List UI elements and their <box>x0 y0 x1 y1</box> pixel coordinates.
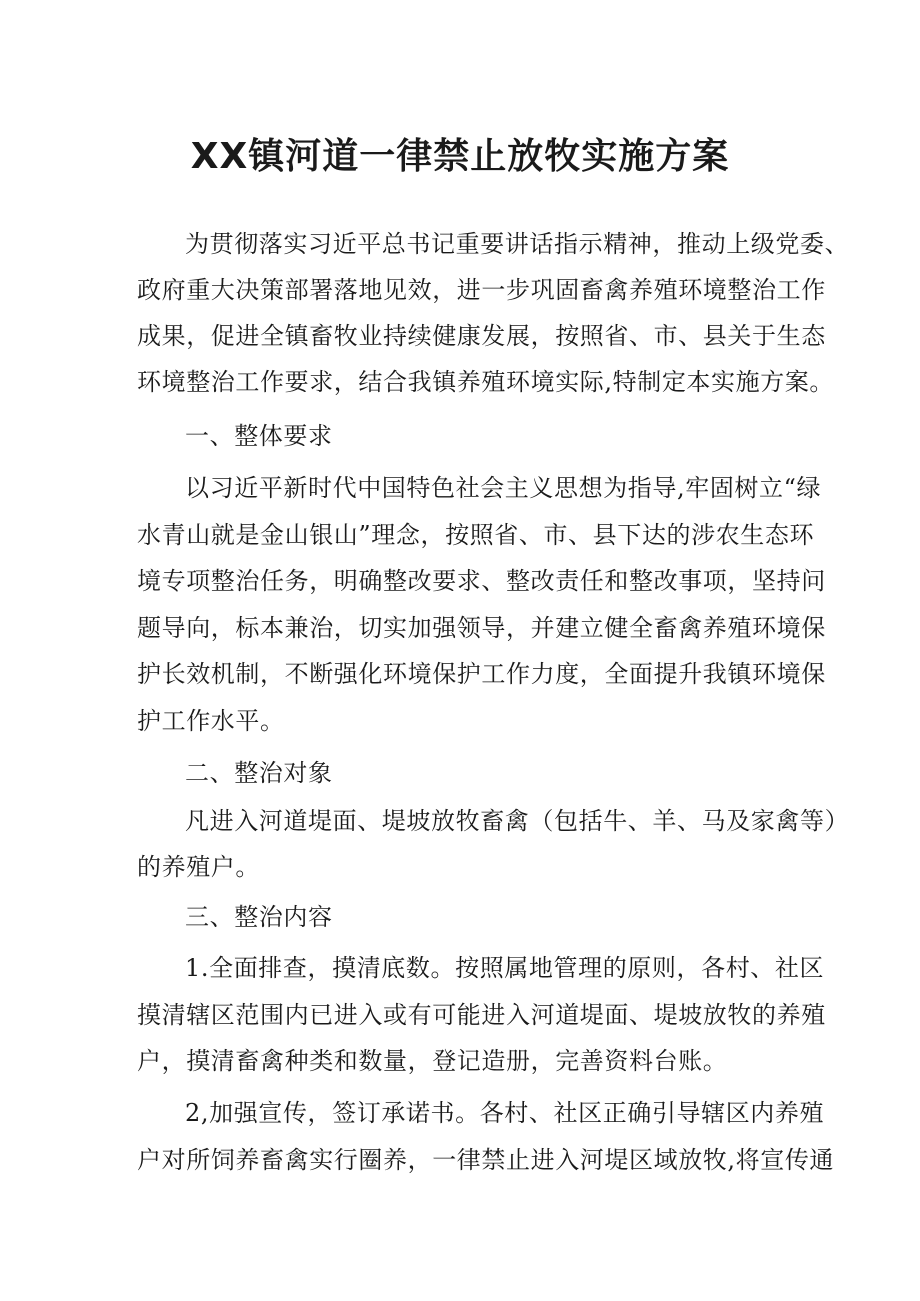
paragraph-line: 1.全面排查，摸清底数。按照属地管理的原则，各村、社区 <box>185 954 825 982</box>
paragraph-line: 水青山就是金山银山”理念，按照省、市、县下达的涉农生态环 <box>137 521 815 549</box>
paragraph-line: 户，摸清畜禽种类和数量，登记造册，完善资料台账。 <box>137 1047 728 1075</box>
paragraph-line: 环境整治工作要求，结合我镇养殖环境实际,特制定本实施方案。 <box>137 368 835 396</box>
document-title: XX镇河道一律禁止放牧实施方案 <box>190 136 730 177</box>
section-heading: 二、整治对象 <box>185 759 333 787</box>
paragraph-line: 摸清辖区范围内已进入或有可能进入河道堤面、堤坡放牧的养殖 <box>137 1001 826 1029</box>
paragraph-line: 以习近平新时代中国特色社会主义思想为指导,牢固树立“绿 <box>185 474 822 502</box>
paragraph-line: 为贯彻落实习近平总书记重要讲话指示精神，推动上级党委、 <box>185 230 850 258</box>
paragraph-line: 题导向，标本兼治，切实加强领导，并建立健全畜禽养殖环境保 <box>137 614 826 642</box>
paragraph-line: 境专项整治任务，明确整改要求、整改责任和整改事项，坚持问 <box>137 567 826 595</box>
section-heading: 一、整体要求 <box>185 422 333 450</box>
section-heading: 三、整治内容 <box>185 903 333 931</box>
paragraph-line: 凡进入河道堤面、堤坡放牧畜禽（包括牛、羊、马及家禽等） <box>185 807 850 835</box>
paragraph-line: 户对所饲养畜禽实行圈养，一律禁止进入河堤区域放牧,将宣传通 <box>137 1146 835 1174</box>
paragraph-line: 成果，促进全镇畜牧业持续健康发展，按照省、市、县关于生态 <box>137 322 826 350</box>
paragraph-line: 的养殖户。 <box>137 853 260 881</box>
paragraph-line: 护长效机制，不断强化环境保护工作力度，全面提升我镇环境保 <box>137 660 826 688</box>
paragraph-line: 护工作水平。 <box>137 707 285 735</box>
paragraph-line: 政府重大决策部署落地见效，进一步巩固畜禽养殖环境整治工作 <box>137 276 826 304</box>
paragraph-line: 2,加强宣传，签订承诺书。各村、社区正确引导辖区内养殖 <box>185 1099 825 1127</box>
